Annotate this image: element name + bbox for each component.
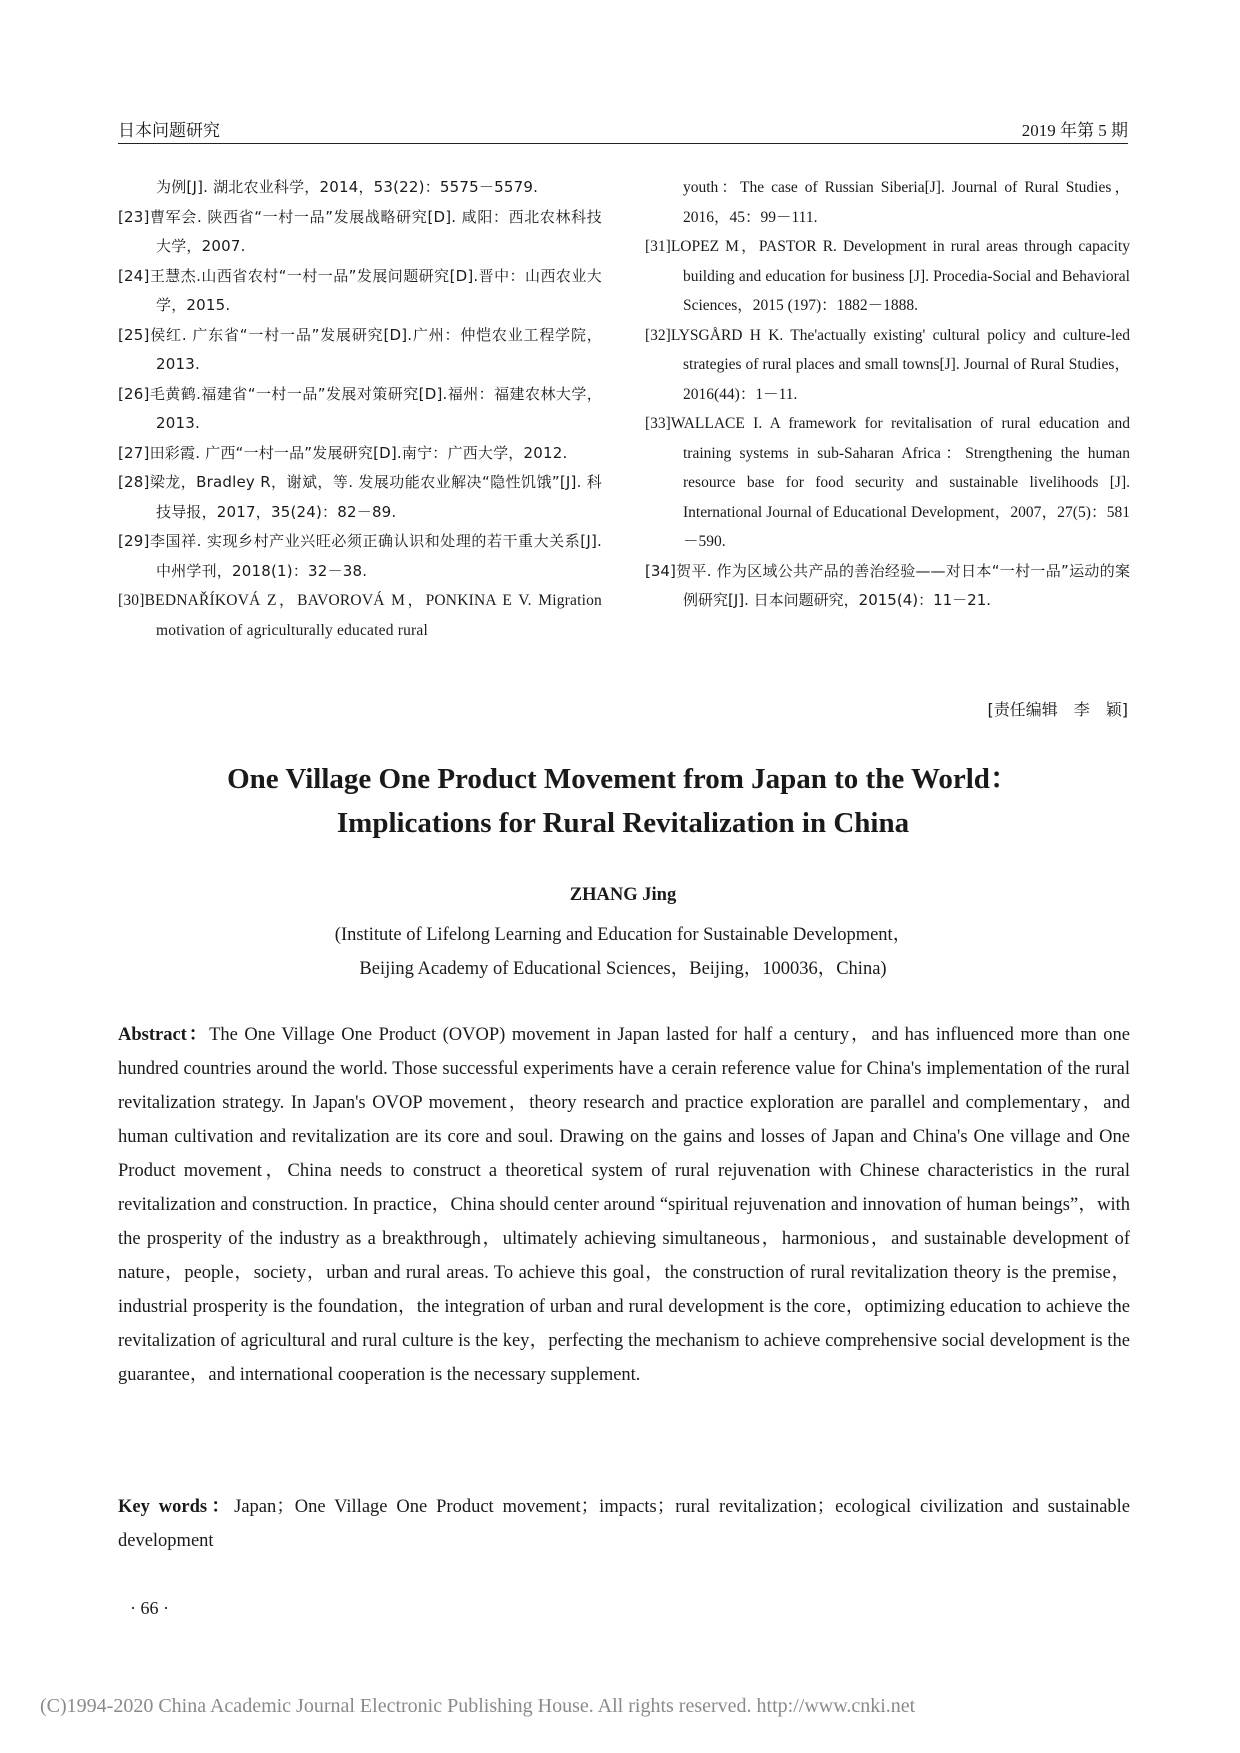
editor-note: [责任编辑 李 颖] — [987, 700, 1128, 719]
references-right-column — [645, 173, 1130, 616]
article-title — [118, 757, 1128, 845]
affiliation — [118, 918, 1128, 986]
abstract — [118, 1018, 1130, 1392]
title-line: Implications for Rural Revitalization in China — [336, 807, 910, 839]
title-line: One Village One Product Movement from Japan to the World： — [227, 763, 1019, 795]
abstract-text: The One Village One Product (OVOP) movement in Japan lasted for half a century，and has influenced more than one hundred countries around the world. Those successful experiments have a cerain reference value for China's implementation of the rural revitalization strategy. In Japan's OVOP movement，theory research and practice exploration are parallel and complementary，and human cultivation and revitalization are its core and soul. Drawing on the gains and losses of Japan and China's One village and One Product movement，China needs to construct a theoretical system of rural rejuvenation with Chinese characteristics in the rural revitalization and construction. In practice，China should center around “spiritual rejuvenation and innovation of human beings”，with the prosperity of the industry as a breakthrough，ultimately achieving simultaneous，harmonious，and sustainable development of nature，people，society，urban and rural areas. To achieve this goal，the construction of rural revitalization theory is the premise，industrial prosperity is the foundation，the integration of urban and rural development is the core，optimizing education to achieve the revitalization of agricultural and rural culture is the key，perfecting the mechanism to achieve comprehensive social development is the guarantee，and international cooperation is the necessary supplement. — [118, 1025, 1131, 1385]
reference-item: [32]LYSGÅRD H K. The'actually existing' cultural policy and culture-led strategies of rural places and small towns[J]. Journal of Rural Studies，2016(44)：1－11. — [645, 326, 1130, 403]
keywords-text: Japan；One Village One Product movement；impacts；rural revitalization；ecological civilization and sustainable development — [118, 1497, 1131, 1551]
reference-item: [28]梁龙，Bradley R，谢斌，等. 发展功能农业解决“隐性饥饿”[J]. 科技导报，2017，35(24)：82－89. — [118, 473, 602, 521]
journal-name: 日本问题研究 — [118, 121, 220, 141]
reference-item: [23]曹军会. 陕西省“一村一品”发展战略研究[D]. 咸阳：西北农林科技大学，2007. — [118, 207, 602, 255]
keywords-label: Key words： — [118, 1497, 235, 1517]
reference-item: [27]田彩霞. 广西“一村一品”发展研究[D].南宁：广西大学，2012. — [118, 443, 568, 462]
reference-item: [26]毛黄鹤.福建省“一村一品”发展对策研究[D].福州：福建农林大学，2013. — [118, 384, 602, 432]
reference-item: [33]WALLACE I. A framework for revitalisation of rural education and training systems in sub-Saharan Africa：Strengthening the human resource base for food security and sustainable livelihoods [J]. International Journal of Educational Development，2007，27(5)：581－590. — [645, 415, 1130, 550]
reference-item: [30]BEDNAŘÍKOVÁ Z，BAVOROVÁ M，PONKINA E V. Migration motivation of agriculturally educated rural — [118, 592, 602, 639]
header-rule — [118, 143, 1128, 144]
issue-label: 2019 年第 5 期 — [1021, 121, 1128, 140]
page-number: · 66 · — [130, 1598, 169, 1618]
reference-item: [29]李国祥. 实现乡村产业兴旺必须正确认识和处理的若干重大关系[J]. 中州学刊，2018(1)：32－38. — [118, 532, 602, 580]
reference-item: 为例[J]. 湖北农业科学，2014，53(22)：5575－5579. — [156, 178, 539, 196]
references-left-column — [118, 173, 602, 645]
affiliation-line: Beijing Academy of Educational Sciences，Beijing，100036，China) — [359, 959, 887, 979]
copyright-footer: (C)1994-2020 China Academic Journal Electronic Publishing House. All rights reserved. http://www.cnki.net — [40, 1695, 916, 1717]
reference-item: [24]王慧杰.山西省农村“一村一品”发展问题研究[D].晋中：山西农业大学，2015. — [118, 266, 602, 314]
reference-item: [25]侯红. 广东省“一村一品”发展研究[D].广州：仲恺农业工程学院，2013. — [118, 325, 602, 373]
affiliation-line: (Institute of Lifelong Learning and Education for Sustainable Development， — [334, 925, 912, 945]
abstract-label: Abstract： — [118, 1025, 210, 1045]
running-header — [118, 116, 1128, 144]
author-name: ZHANG Jing — [569, 885, 677, 905]
reference-item: [31]LOPEZ M，PASTOR R. Development in rural areas through capacity building and education for business [J]. Procedia-Social and Behavioral Sciences，2015 (197)：1882－1888. — [645, 238, 1130, 314]
reference-item: [34]贺平. 作为区域公共产品的善治经验——对日本“一村一品”运动的案例研究[J]. 日本问题研究，2015(4)：11－21. — [645, 561, 1130, 609]
reference-item: youth：The case of Russian Siberia[J]. Journal of Rural Studies，2016，45：99－111. — [683, 179, 1130, 226]
keywords — [118, 1490, 1130, 1558]
